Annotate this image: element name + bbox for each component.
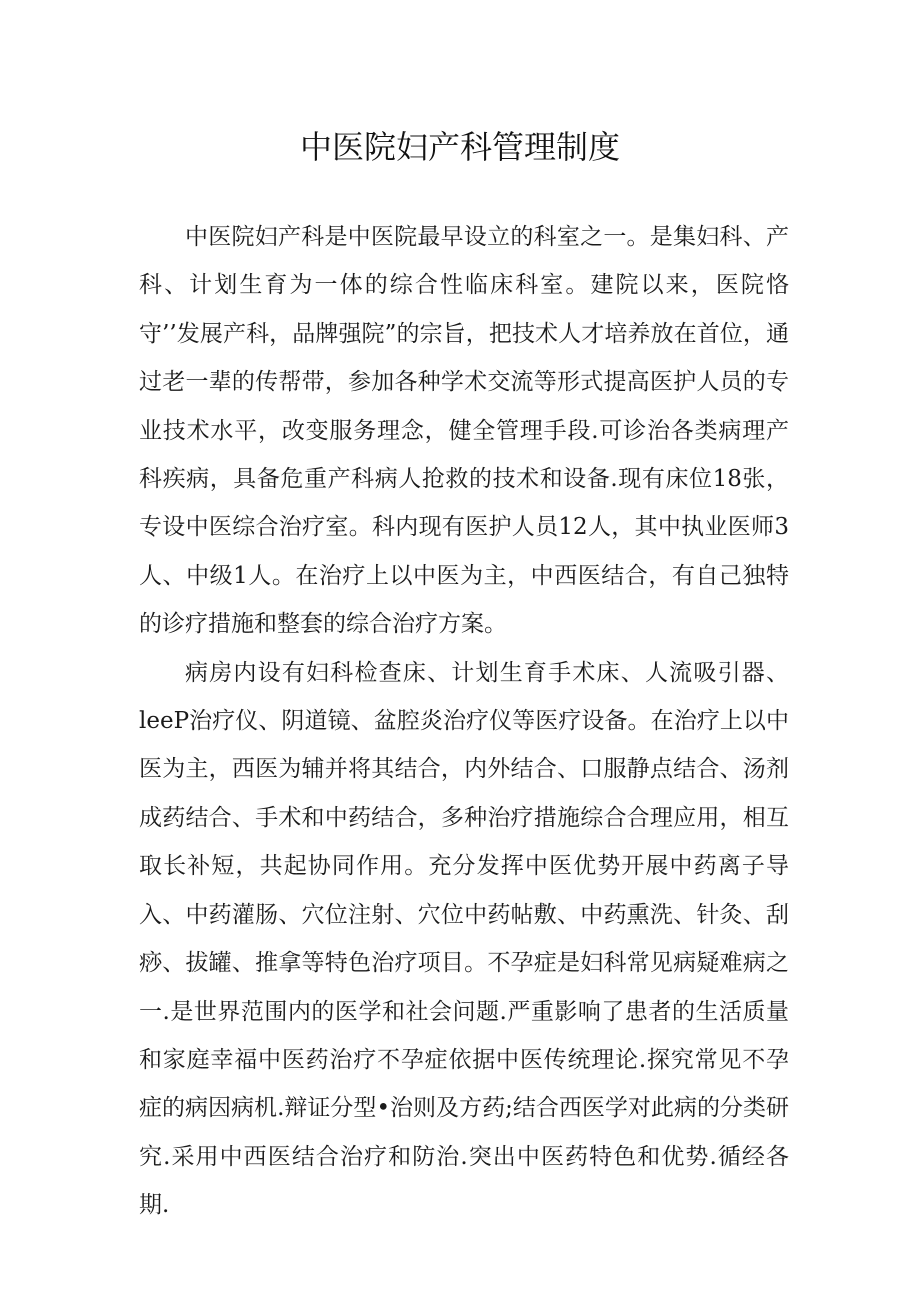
document-title: 中医院妇产科管理制度 [299, 128, 620, 166]
paragraph-intro: 中医院妇产科是中医院最早设立的科室之一。是集妇科、产科、计划生育为一体的综合性临床科室。建院以来，医院恪守’’发展产科，品牌强院”的宗旨，把技术人才培养放在首位，通过老一辈的传帮带，参加各种学术交流等形式提高医护人员的专业技术水平，改变服务理念，健全管理手段.可诊治各类病理产科疾病，具备危重产科病人抢救的技术和设备.现有床位18张，专设中医综合治疗室。科内现有医护人员12人，其中执业医师3人、中级1人。在治疗上以中医为主，中西医结合，有自己独特的诊疗措施和整套的综合治疗方案。 [139, 224, 789, 638]
document-body [139, 213, 789, 1230]
paragraph-equipment: 病房内设有妇科检查床、计划生育手术床、人流吸引器、leeP治疗仪、阴道镜、盆腔炎治疗仪等医疗设备。在治疗上以中医为主，西医为辅并将其结合，内外结合、口服静点结合、汤剂成药结合、手术和中药结合，多种治疗措施综合合理应用，相互取长补短，共起协同作用。充分发挥中医优势开展中药离子导入、中药灌肠、穴位注射、穴位中药帖敷、中药熏洗、针灸、刮痧、拔罐、推拿等特色治疗项目。不孕症是妇科常见病疑难病之一.是世界范围内的医学和社会问题.严重影响了患者的生活质量和家庭幸福中医药治疗不孕症依据中医传统理论.探究常见不孕症的病因病机.辩证分型•治则及方药;结合西医学对此病的分类研究.采用中西医结合治疗和防治.突出中医药特色和优势.循经各期. [139, 659, 789, 1219]
